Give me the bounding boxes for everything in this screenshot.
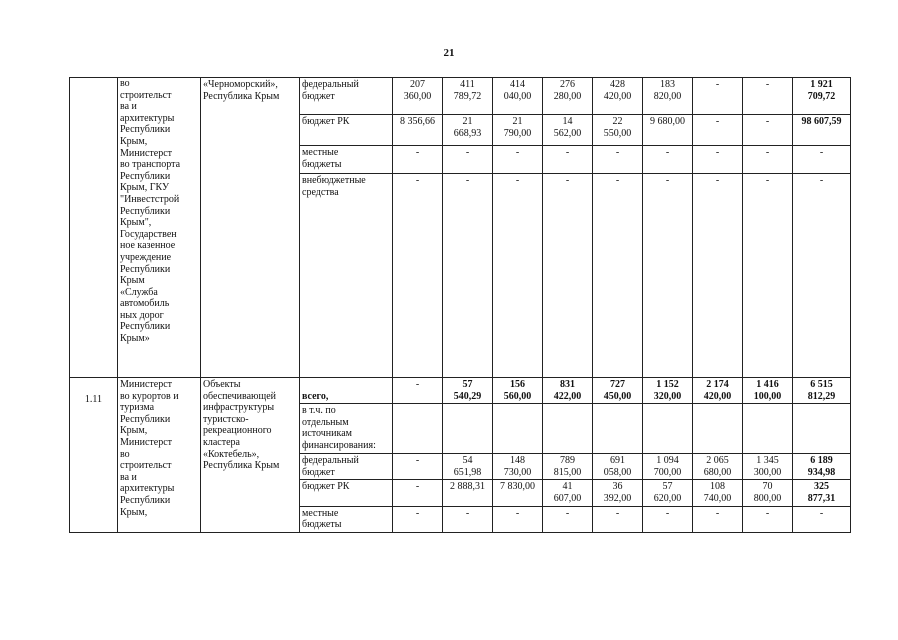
value-cell: 8 356,66 bbox=[393, 115, 443, 146]
value-cell: - bbox=[693, 78, 743, 115]
value-cell: - bbox=[593, 146, 643, 174]
total-cell: - bbox=[793, 506, 851, 532]
value-cell: 2 888,31 bbox=[443, 480, 493, 506]
value-cell: - bbox=[393, 454, 443, 480]
value-cell: 22 550,00 bbox=[593, 115, 643, 146]
value-cell: - bbox=[393, 378, 443, 404]
value-cell: 70 800,00 bbox=[743, 480, 793, 506]
row-number-cell: 1.11 bbox=[70, 378, 118, 533]
empty-cell bbox=[393, 404, 443, 454]
value-cell: - bbox=[543, 174, 593, 378]
source-cell: всего, bbox=[300, 378, 393, 404]
total-cell: - bbox=[793, 146, 851, 174]
subheader-cell: в т.ч. по отдельным источникам финансирования: bbox=[300, 404, 393, 454]
object-cell: Объекты обеспечивающей инфраструктуры туристско- рекреационного кластера «Коктебель», Республика Крым bbox=[201, 378, 300, 533]
source-cell: федеральный бюджет bbox=[300, 78, 393, 115]
value-cell: 148 730,00 bbox=[493, 454, 543, 480]
value-cell: 207 360,00 bbox=[393, 78, 443, 115]
value-cell: 1 345 300,00 bbox=[743, 454, 793, 480]
executor-cell: во строительст ва и архитектуры Республики Крым, Министерст во транспорта Республики Крым, ГКУ "Инвестстрой Республики Крым", Государствен ное казенное учреждение Республики Крым «Служба автомобиль ных дорог Республики Крым» bbox=[118, 78, 201, 378]
value-cell: - bbox=[643, 174, 693, 378]
total-cell: 1 921 709,72 bbox=[793, 78, 851, 115]
value-cell: - bbox=[593, 174, 643, 378]
total-cell: 325 877,31 bbox=[793, 480, 851, 506]
value-cell: - bbox=[743, 146, 793, 174]
value-cell: - bbox=[443, 146, 493, 174]
value-cell: - bbox=[543, 506, 593, 532]
table-row bbox=[70, 378, 851, 404]
value-cell: - bbox=[643, 506, 693, 532]
total-cell: 6 189 934,98 bbox=[793, 454, 851, 480]
value-cell: - bbox=[693, 146, 743, 174]
total-cell: - bbox=[793, 174, 851, 378]
value-cell: 411 789,72 bbox=[443, 78, 493, 115]
value-cell: - bbox=[393, 146, 443, 174]
value-cell: - bbox=[393, 174, 443, 378]
financing-table bbox=[69, 77, 851, 533]
value-cell: 21 790,00 bbox=[493, 115, 543, 146]
page-number: 21 bbox=[443, 47, 455, 59]
empty-cell bbox=[493, 404, 543, 454]
value-cell: - bbox=[493, 146, 543, 174]
value-cell: 156 560,00 bbox=[493, 378, 543, 404]
source-cell: местные бюджеты bbox=[300, 146, 393, 174]
value-cell: 789 815,00 bbox=[543, 454, 593, 480]
value-cell: - bbox=[643, 146, 693, 174]
value-cell: - bbox=[393, 506, 443, 532]
executor-cell: Министерст во курортов и туризма Республики Крым, Министерст во строительст ва и архитектуры Республики Крым, bbox=[118, 378, 201, 533]
value-cell: - bbox=[543, 146, 593, 174]
value-cell: 727 450,00 bbox=[593, 378, 643, 404]
value-cell: - bbox=[443, 506, 493, 532]
value-cell: 414 040,00 bbox=[493, 78, 543, 115]
value-cell: 9 680,00 bbox=[643, 115, 693, 146]
empty-cell bbox=[443, 404, 493, 454]
value-cell: 108 740,00 bbox=[693, 480, 743, 506]
source-cell: внебюджетные средства bbox=[300, 174, 393, 378]
value-cell: 2 174 420,00 bbox=[693, 378, 743, 404]
total-cell: 6 515 812,29 bbox=[793, 378, 851, 404]
row-number-cell bbox=[70, 78, 118, 378]
value-cell: 14 562,00 bbox=[543, 115, 593, 146]
value-cell: - bbox=[693, 506, 743, 532]
value-cell: 21 668,93 bbox=[443, 115, 493, 146]
value-cell: 276 280,00 bbox=[543, 78, 593, 115]
value-cell: - bbox=[693, 174, 743, 378]
value-cell: 41 607,00 bbox=[543, 480, 593, 506]
value-cell: - bbox=[493, 506, 543, 532]
value-cell: 57 620,00 bbox=[643, 480, 693, 506]
value-cell: - bbox=[743, 115, 793, 146]
value-cell: 831 422,00 bbox=[543, 378, 593, 404]
value-cell: 1 416 100,00 bbox=[743, 378, 793, 404]
empty-cell bbox=[543, 404, 593, 454]
value-cell: - bbox=[743, 506, 793, 532]
value-cell: 57 540,29 bbox=[443, 378, 493, 404]
table-row bbox=[70, 78, 851, 115]
value-cell: - bbox=[493, 174, 543, 378]
value-cell: - bbox=[593, 506, 643, 532]
value-cell: 428 420,00 bbox=[593, 78, 643, 115]
value-cell: 1 094 700,00 bbox=[643, 454, 693, 480]
empty-cell bbox=[743, 404, 793, 454]
value-cell: - bbox=[743, 78, 793, 115]
object-cell: «Черноморский», Республика Крым bbox=[201, 78, 300, 378]
value-cell: 2 065 680,00 bbox=[693, 454, 743, 480]
value-cell: 1 152 320,00 bbox=[643, 378, 693, 404]
value-cell: - bbox=[443, 174, 493, 378]
value-cell: - bbox=[743, 174, 793, 378]
source-cell: бюджет РК bbox=[300, 115, 393, 146]
value-cell: 691 058,00 bbox=[593, 454, 643, 480]
value-cell: 36 392,00 bbox=[593, 480, 643, 506]
source-cell: местные бюджеты bbox=[300, 506, 393, 532]
value-cell: - bbox=[393, 480, 443, 506]
value-cell: 54 651,98 bbox=[443, 454, 493, 480]
empty-cell bbox=[593, 404, 643, 454]
value-cell: 183 820,00 bbox=[643, 78, 693, 115]
total-cell: 98 607,59 bbox=[793, 115, 851, 146]
empty-cell bbox=[643, 404, 693, 454]
value-cell: 7 830,00 bbox=[493, 480, 543, 506]
table-body bbox=[70, 78, 851, 533]
source-cell: бюджет РК bbox=[300, 480, 393, 506]
empty-cell bbox=[793, 404, 851, 454]
value-cell: - bbox=[693, 115, 743, 146]
empty-cell bbox=[693, 404, 743, 454]
source-cell: федеральный бюджет bbox=[300, 454, 393, 480]
